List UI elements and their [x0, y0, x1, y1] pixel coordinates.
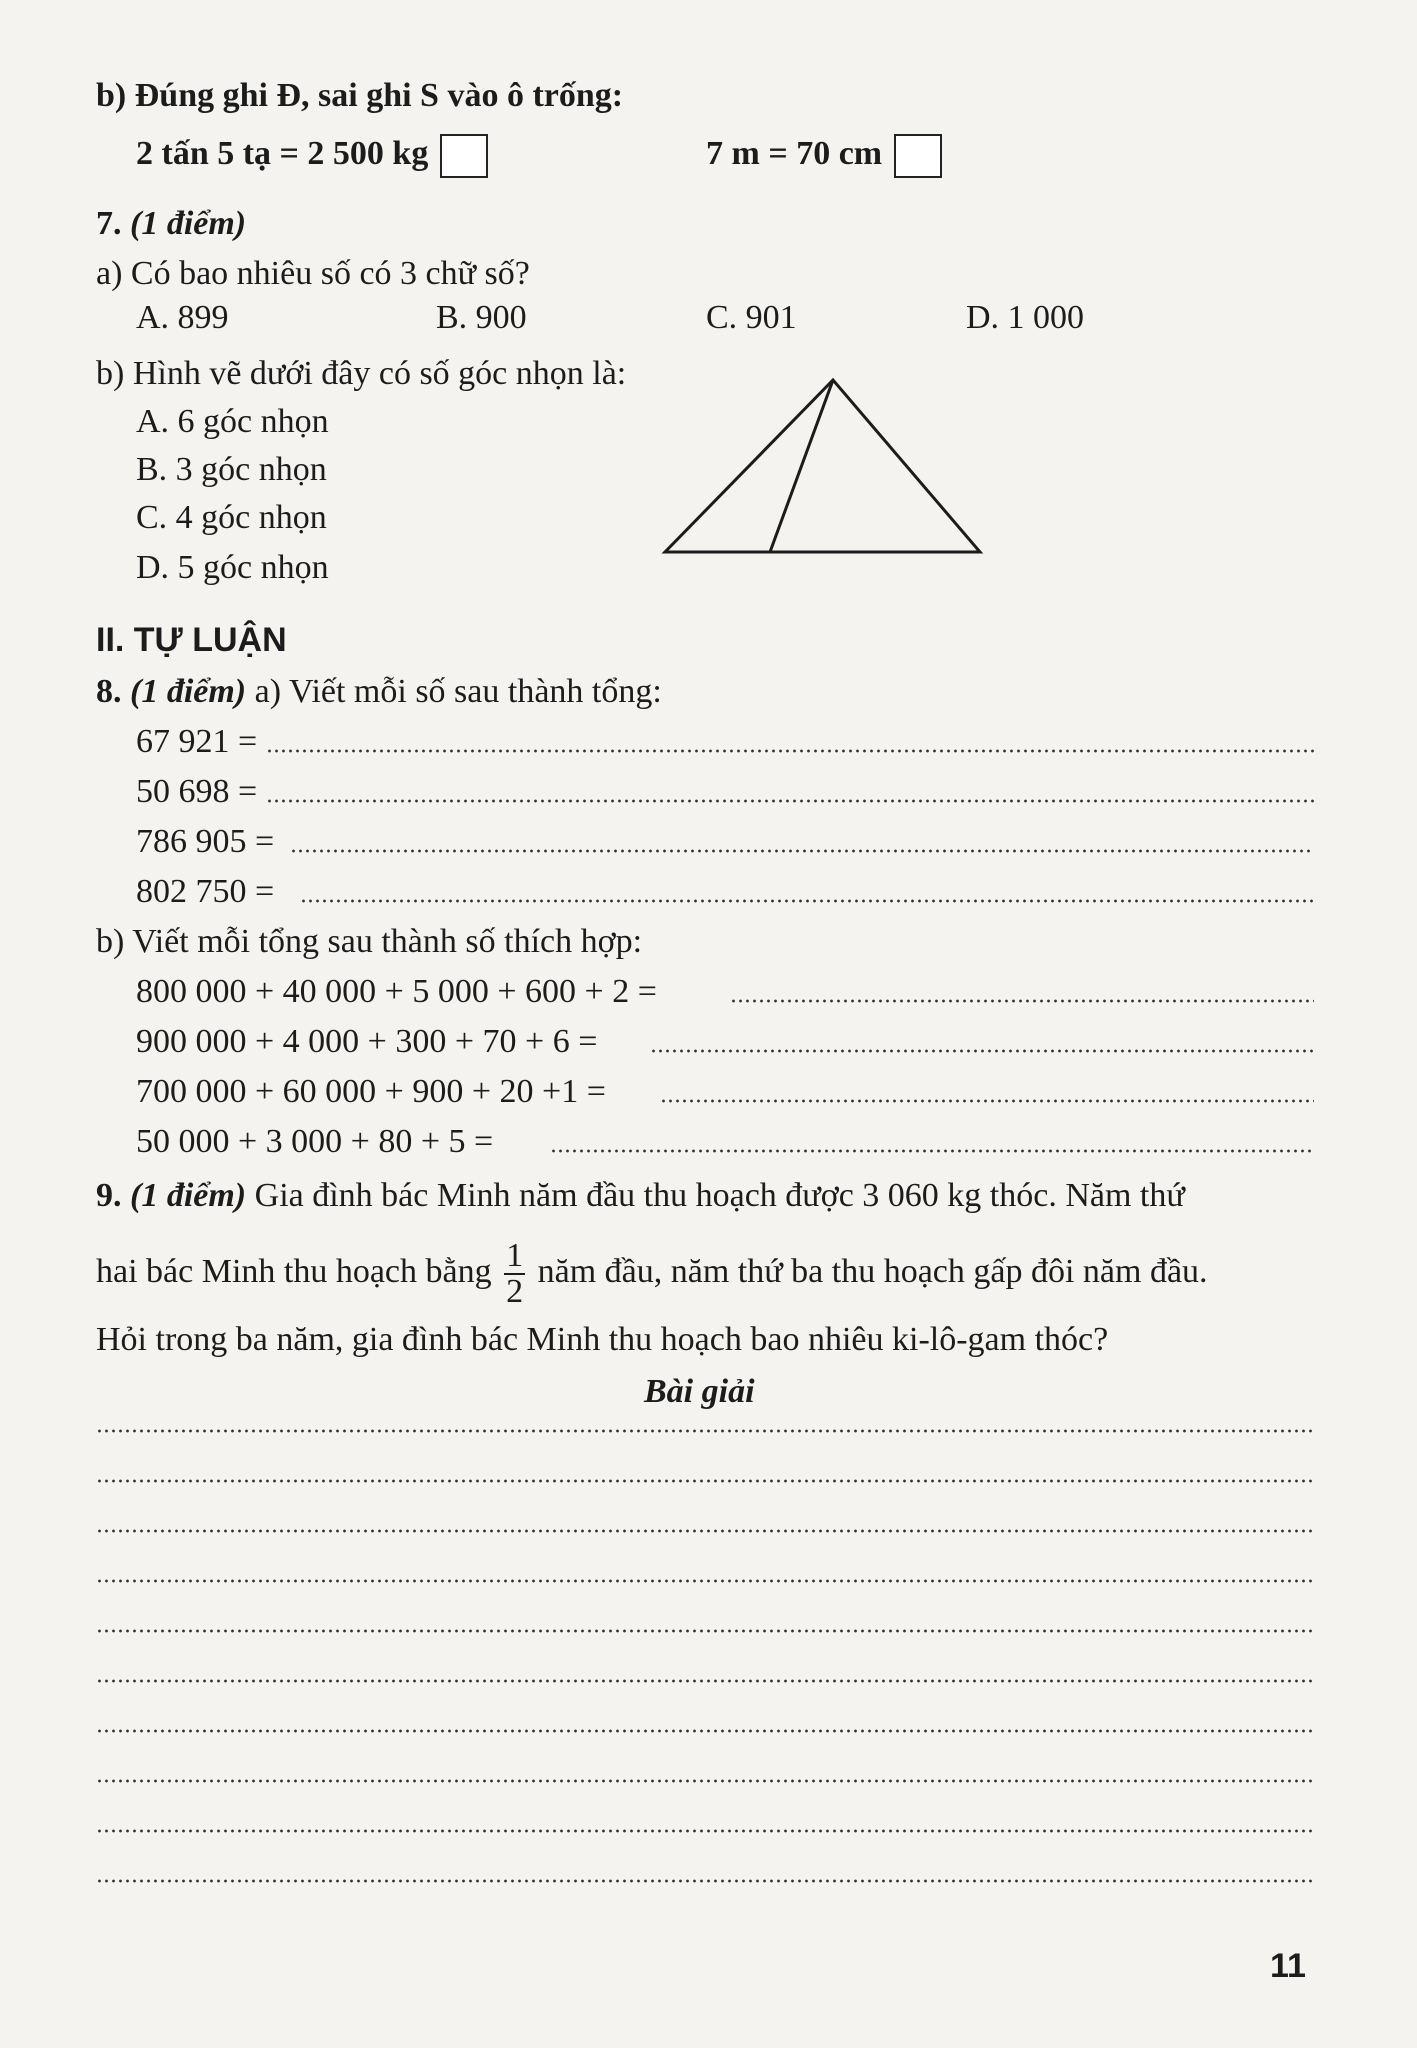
q8b-item-2: 900 000 + 4 000 + 300 + 70 + 6 =: [136, 1023, 598, 1060]
q8a-item-4: 802 750 =: [136, 873, 275, 910]
q8-points: (1 điểm): [130, 673, 247, 710]
q6b-item-1-text: 2 tấn 5 tạ = 2 500 kg: [136, 135, 429, 172]
solution-line[interactable]: [96, 1478, 1314, 1484]
solution-line[interactable]: [96, 1428, 1314, 1434]
q7a-option-b[interactable]: B. 900: [436, 299, 527, 336]
q9-line-2: [96, 1236, 1208, 1309]
fraction-one-half: [504, 1239, 525, 1309]
q8a-header: [96, 672, 662, 712]
answer-line[interactable]: [266, 798, 1314, 804]
q7-header: [96, 204, 246, 244]
q9-text-2b: năm đầu, năm thứ ba thu hoạch gấp đôi năm đầu.: [537, 1253, 1208, 1290]
answer-line[interactable]: [550, 1148, 1314, 1154]
answer-box-2[interactable]: [894, 134, 942, 178]
q6b-title: b) Đúng ghi Đ, sai ghi S vào ô trống:: [96, 77, 624, 114]
section-title: II. TỰ LUẬN: [96, 621, 287, 659]
q9-text-1: Gia đình bác Minh năm đầu thu hoạch được 3 060 kg thóc. Năm thứ: [254, 1177, 1185, 1214]
answer-line[interactable]: [650, 1048, 1314, 1054]
answer-box-1[interactable]: [440, 134, 488, 178]
answer-line[interactable]: [730, 998, 1314, 1004]
q8-number: 8.: [96, 673, 122, 710]
solution-line[interactable]: [96, 1678, 1314, 1684]
q8b-question: b) Viết mỗi tổng sau thành số thích hợp:: [96, 923, 643, 960]
q8a-item-3: 786 905 =: [136, 823, 275, 860]
q9-points: (1 điểm): [130, 1177, 247, 1214]
q8a-question: a) Viết mỗi số sau thành tổng:: [254, 673, 662, 710]
answer-line[interactable]: [300, 898, 1314, 904]
answer-line[interactable]: [660, 1098, 1314, 1104]
q9-text-2a: hai bác Minh thu hoạch bằng: [96, 1253, 492, 1290]
q8a-item-1: 67 921 =: [136, 723, 258, 760]
q7a-option-d[interactable]: D. 1 000: [966, 299, 1085, 336]
solution-line[interactable]: [96, 1828, 1314, 1834]
solution-line[interactable]: [96, 1778, 1314, 1784]
solution-line[interactable]: [96, 1728, 1314, 1734]
q7-number: 7.: [96, 205, 122, 242]
answer-line[interactable]: [290, 848, 1314, 854]
q9-number: 9.: [96, 1177, 122, 1214]
fraction-denominator: 2: [506, 1273, 524, 1311]
q7a-question: a) Có bao nhiêu số có 3 chữ số?: [96, 255, 530, 292]
q8a-item-2: 50 698 =: [136, 773, 258, 810]
q9-text-3: Hỏi trong ba năm, gia đình bác Minh thu hoạch bao nhiêu ki-lô-gam thóc?: [96, 1321, 1109, 1358]
solution-line[interactable]: [96, 1578, 1314, 1584]
q7b-option-d[interactable]: D. 5 góc nhọn: [136, 549, 329, 586]
solution-line[interactable]: [96, 1878, 1314, 1884]
q7-points: (1 điểm): [130, 205, 247, 242]
q8b-item-4: 50 000 + 3 000 + 80 + 5 =: [136, 1123, 494, 1160]
solution-line[interactable]: [96, 1628, 1314, 1634]
solution-line[interactable]: [96, 1528, 1314, 1534]
answer-line[interactable]: [266, 748, 1314, 754]
q7b-option-b[interactable]: B. 3 góc nhọn: [136, 451, 327, 488]
page-number: 11: [1270, 1947, 1306, 1985]
q7a-option-c[interactable]: C. 901: [706, 299, 797, 336]
q6b-item-2-text: 7 m = 70 cm: [706, 135, 883, 172]
q7b-question: b) Hình vẽ dưới đây có số góc nhọn là:: [96, 355, 627, 392]
q7b-option-c[interactable]: C. 4 góc nhọn: [136, 499, 327, 536]
q7b-option-a[interactable]: A. 6 góc nhọn: [136, 403, 329, 440]
q9-line-1: [96, 1176, 1185, 1216]
triangle-figure: [650, 370, 990, 570]
q8b-item-3: 700 000 + 60 000 + 900 + 20 +1 =: [136, 1073, 606, 1110]
q8b-item-1: 800 000 + 40 000 + 5 000 + 600 + 2 =: [136, 973, 657, 1010]
solution-title: Bài giải: [644, 1373, 755, 1410]
q7a-option-a[interactable]: A. 899: [136, 299, 229, 336]
fraction-numerator: 1: [506, 1237, 524, 1275]
q6b-item-1: [136, 134, 488, 178]
triangle-inner-segment: [770, 380, 833, 552]
q6b-item-2: [706, 134, 942, 178]
